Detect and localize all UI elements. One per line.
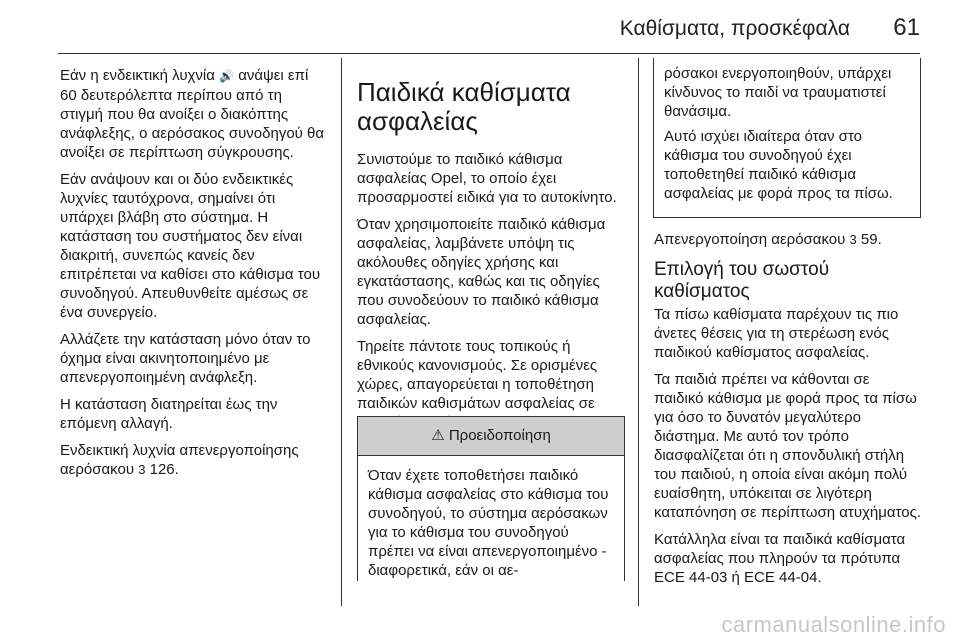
cross-reference-page[interactable]: 126.: [149, 461, 179, 478]
warning-box: [357, 416, 625, 581]
warning-title: Προειδοποίηση: [448, 427, 551, 444]
page-title: Καθίσματα, προσκέφαλα: [619, 17, 850, 40]
header-divider: [58, 53, 920, 54]
paragraph: Τηρείτε πάντοτε τους τοπικούς ή εθνικούς κανονισμούς. Σε ορισμένες χώρες, απαγορεύεται η τοποθέτηση παιδικών καθισμάτων ασφαλείας σε: [357, 338, 598, 412]
warning-icon: ⚠: [431, 427, 445, 444]
paragraph: Ενδεικτική λυχνία απενεργοποίησης αερόσακου 3 126.: [60, 442, 299, 478]
paragraph: Η κατάσταση διατηρείται έως την επόμενη αλλαγή.: [60, 396, 278, 432]
cross-reference-page[interactable]: 59.: [860, 231, 882, 248]
section-heading: Παιδικά καθίσματα ασφαλείας: [357, 77, 571, 136]
cross-reference-icon[interactable]: 3: [138, 462, 146, 477]
paragraph: Αλλάζετε την κατάσταση μόνο όταν το όχημα είναι ακινητοποιημένο με απενεργοποιημένη ανάφλεξη.: [60, 331, 311, 386]
paragraph: Κατάλληλα είναι τα παιδικά καθίσματα ασφαλείας που πληρούν τα πρότυπα ECE 44-03 ή ECE 44-04.: [654, 531, 906, 586]
subsection-heading: Επιλογή του σωστού καθίσματος: [654, 259, 830, 302]
page-number: 61: [893, 14, 920, 41]
paragraph: Αυτό ισχύει ιδιαίτερα όταν στο κάθισμα του συνοδηγού έχει τοποθετηθεί παιδικό κάθισμα ασφαλείας με φορά προς τα πίσω.: [664, 128, 893, 202]
paragraph: ρόσακοι ενεργοποιηθούν, υπάρχει κίνδυνος το παιδί να τραυματιστεί θανάσιμα.: [664, 65, 892, 120]
paragraph: Τα πίσω καθίσματα παρέχουν τις πιο άνετες θέσεις για τη στερέωση ενός παιδικού καθίσματος ασφαλείας.: [654, 306, 899, 361]
paragraph: Απενεργοποίηση αερόσακου 3 59.: [654, 231, 882, 248]
paragraph: Εάν ανάψουν και οι δύο ενδεικτικές λυχνίες ταυτόχρονα, σημαίνει ότι υπάρχει βλάβη στο σύστημα. Η κατάσταση του συστήματος δεν είναι διακριτή, συνεπώς κανείς δεν επιτρέπεται να καθίσει στο κάθισμα του συνοδηγού. Απευθυνθείτε αμέσως σε ένα συνεργείο.: [60, 171, 321, 321]
page-header: [0, 0, 960, 58]
column-3: [654, 66, 922, 595]
column-2: [357, 66, 625, 440]
paragraph: Εάν η ενδεικτική λυχνία 🔊 ανάψει επί 60 δευτερόλεπτα περίπου από τη στιγμή που θα ανοίξει ο διακόπτης ανάφλεξης, ο αερόσακος συνοδηγού θα ανοίξει σε περίπτωση σύγκρουσης.: [60, 67, 325, 161]
watermark: carmanualsonline.info: [721, 612, 946, 637]
warning-box-continued: [653, 58, 921, 218]
column-1: [60, 66, 328, 487]
cross-reference-icon[interactable]: 3: [849, 232, 857, 247]
paragraph: Τα παιδιά πρέπει να κάθονται σε παιδικό κάθισμα με φορά προς τα πίσω για όσο το δυνατόν μεγαλύτερο διάστημα. Με αυτό τον τρόπο διασφαλίζεται ότι η σπονδυλική στήλη του παιδιού, η οποία είναι ακόμη πολύ ευαίσθητη, υπόκειται σε λιγότερη καταπόνηση σε περίπτωση ατυχήματος.: [654, 371, 922, 521]
column-divider-2: [638, 58, 639, 606]
paragraph: Συνιστούμε το παιδικό κάθισμα ασφαλείας Opel, το οποίο έχει προσαρμοστεί ειδικά για το αυτοκίνητο.: [357, 151, 617, 206]
warning-text: Όταν έχετε τοποθετήσει παιδικό κάθισμα ασφαλείας στο κάθισμα του συνοδηγού, το σύστημα αερόσακων για το κάθισμα του συνοδηγού πρέπει να είναι απενεργοποιημένο - διαφορετικά, εάν οι αε-: [368, 467, 609, 579]
paragraph: Όταν χρησιμοποιείτε παιδικό κάθισμα ασφαλείας, λαμβάνετε υπόψη τις ακόλουθες οδηγίες χρήσης και εγκατάστασης, καθώς και τις οδηγίες που συνοδεύουν το παιδικό κάθισμα ασφαλείας.: [357, 216, 606, 328]
airbag-indicator-icon: 🔊: [219, 69, 235, 83]
column-divider-1: [341, 58, 342, 606]
warning-header: [358, 417, 624, 456]
